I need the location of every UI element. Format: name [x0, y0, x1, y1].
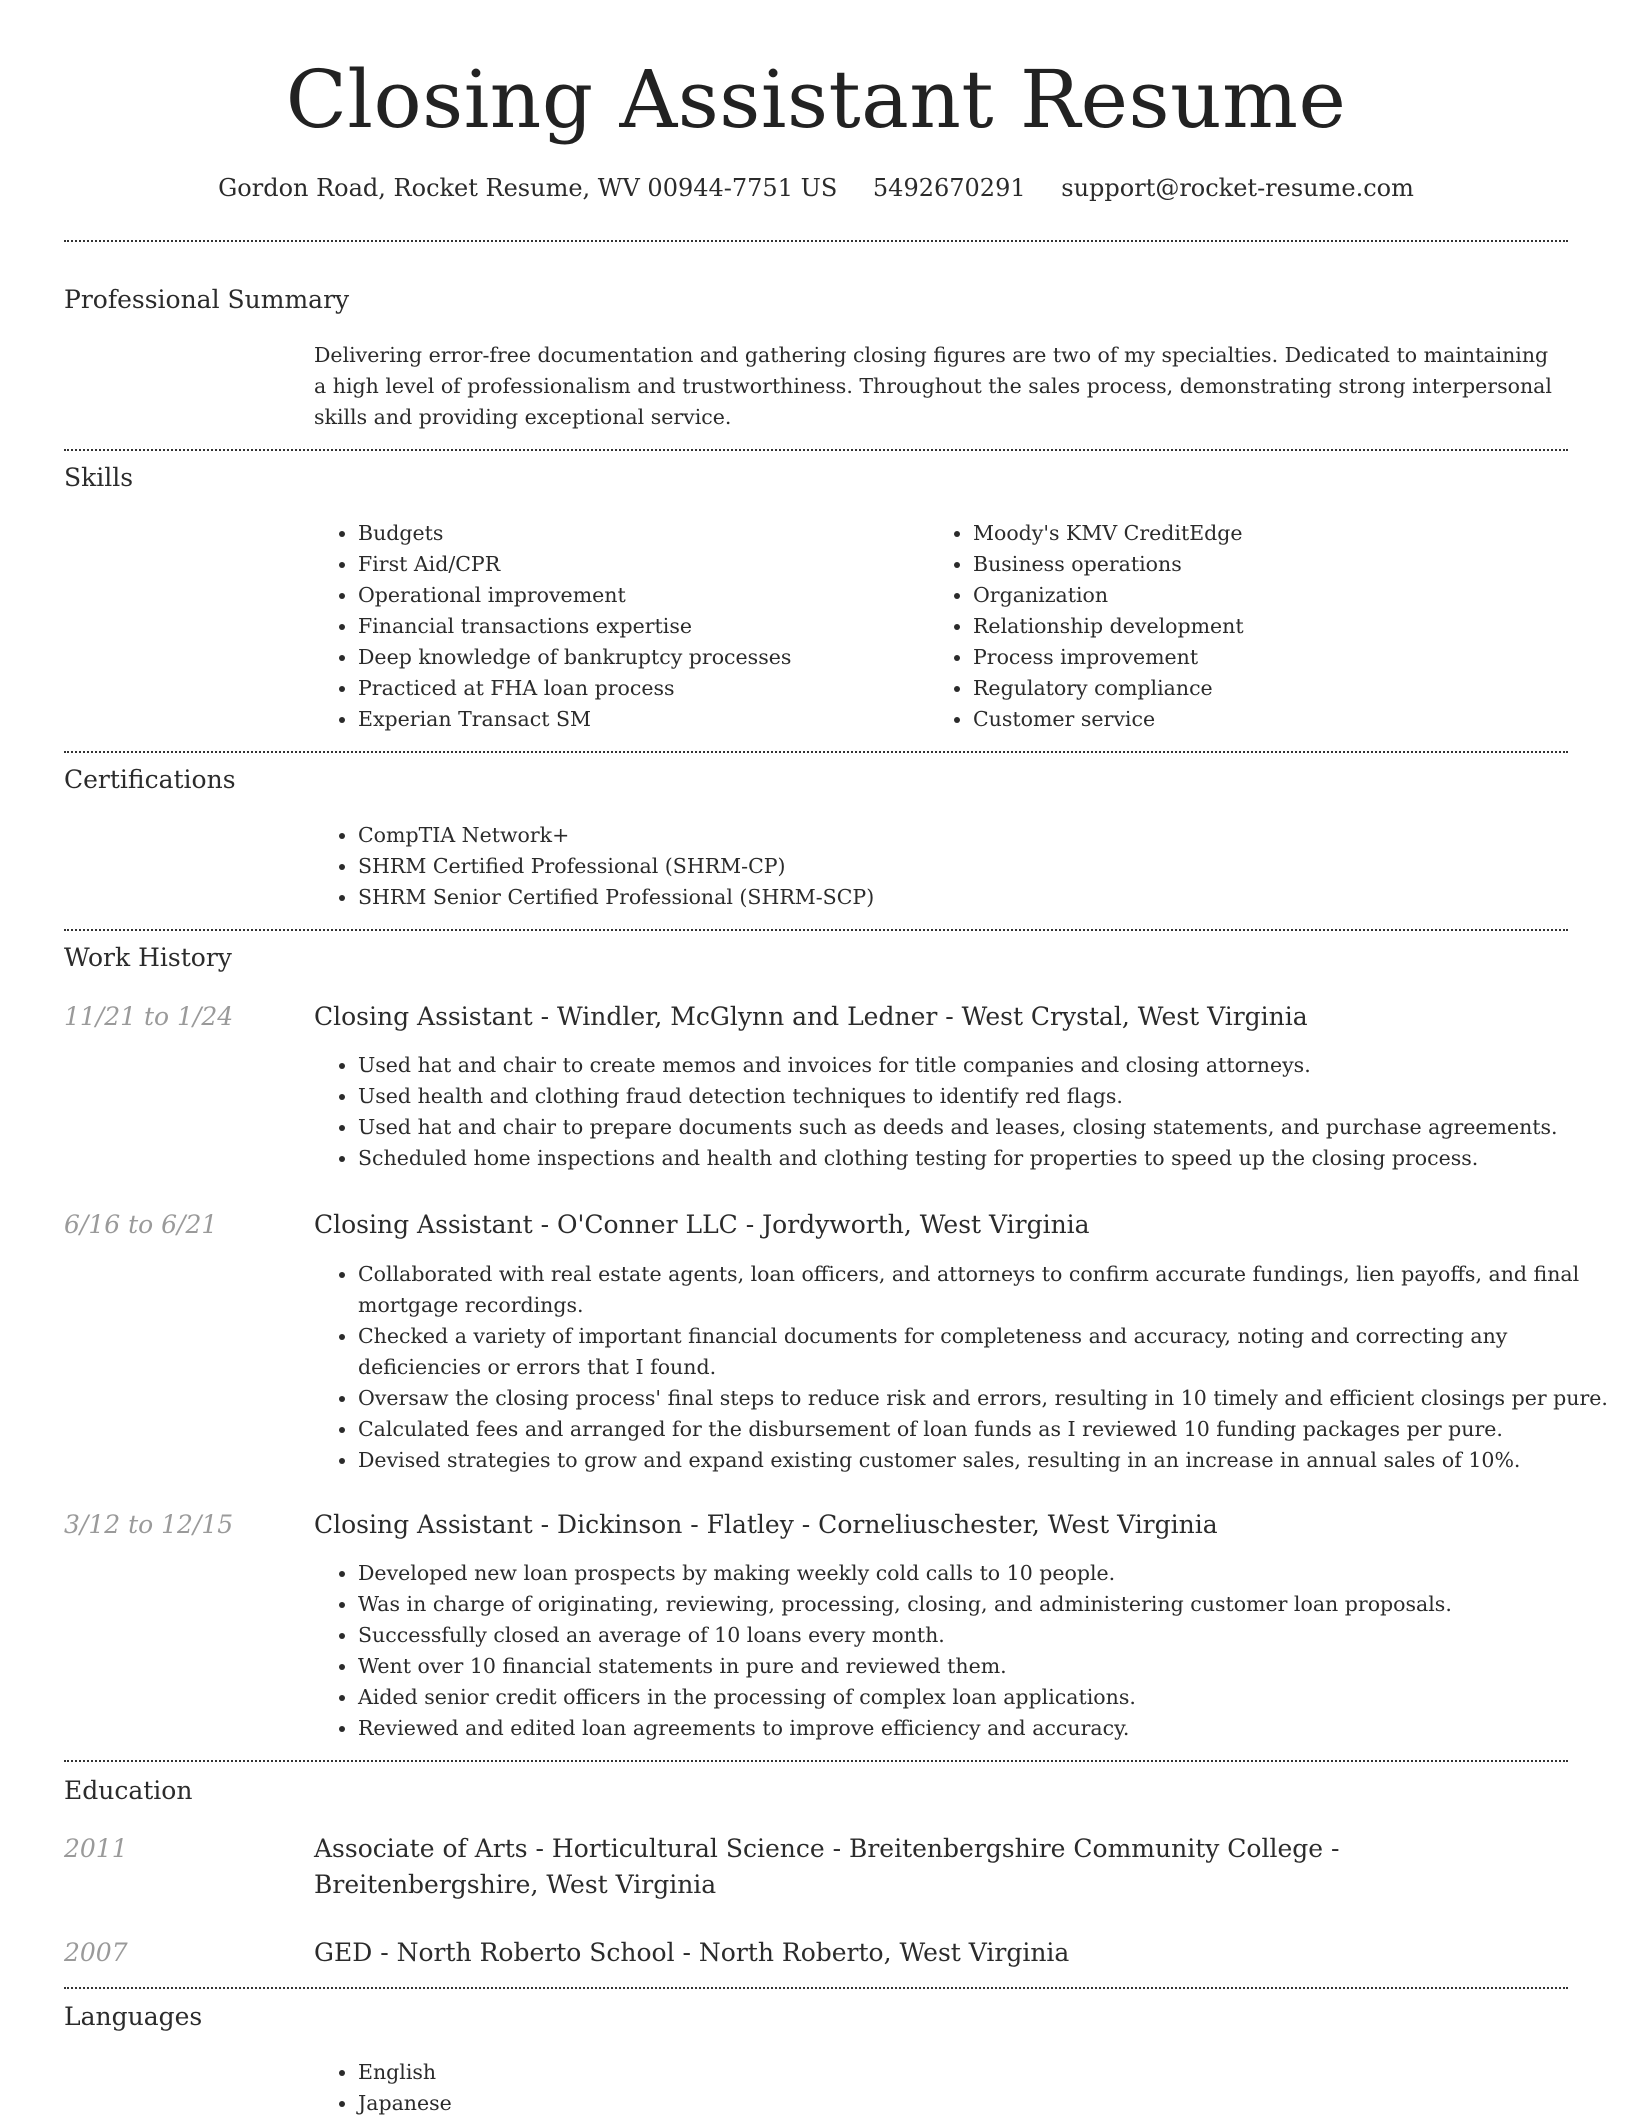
contact-address: Gordon Road, Rocket Resume, WV 00944-7751 US: [218, 174, 838, 202]
education-year: 2007: [64, 1938, 128, 1967]
divider: [64, 929, 1568, 931]
skill-item: • Customer service: [973, 704, 1573, 735]
divider: [64, 449, 1568, 451]
section-heading-work: Work History: [64, 943, 232, 972]
contact-email[interactable]: support@rocket-resume.com: [1061, 174, 1414, 202]
job-title: Closing Assistant - Windler, McGlynn and Ledner - West Crystal, West Virginia: [314, 1002, 1308, 1031]
skill-item: • Budgets: [358, 518, 918, 549]
education-year: 2011: [64, 1834, 128, 1863]
section-heading-certifications: Certifications: [64, 765, 236, 794]
skill-item: • Operational improvement: [358, 580, 918, 611]
job-bullet: • Went over 10 financial statements in pure and reviewed them.: [358, 1651, 1620, 1682]
job-bullets: [314, 1558, 1620, 1744]
section-heading-languages: Languages: [64, 2002, 203, 2031]
skill-item: • Organization: [973, 580, 1573, 611]
skill-item: • Regulatory compliance: [973, 673, 1573, 704]
job-bullet: • Reviewed and edited loan agreements to improve efficiency and accuracy.: [358, 1713, 1620, 1744]
job-title: Closing Assistant - O'Conner LLC - Jordyworth, West Virginia: [314, 1210, 1090, 1239]
certifications-list: [314, 820, 1608, 913]
skill-item: • First Aid/CPR: [358, 549, 918, 580]
languages-list: [314, 2057, 1608, 2119]
divider: [64, 240, 1568, 242]
skill-item: • Relationship development: [973, 611, 1573, 642]
job-bullet: • Oversaw the closing process' final steps to reduce risk and errors, resulting in 10 timely and efficient closings per pure.: [358, 1383, 1620, 1414]
divider: [64, 751, 1568, 753]
job-dates: 6/16 to 6/21: [64, 1210, 218, 1239]
skill-item: • Financial transactions expertise: [358, 611, 918, 642]
language-item: • English: [358, 2057, 1608, 2088]
job-dates: 11/21 to 1/24: [64, 1002, 234, 1031]
certification-item: • SHRM Certified Professional (SHRM-CP): [358, 851, 1608, 882]
section-heading-summary: Professional Summary: [64, 285, 350, 314]
section-heading-skills: Skills: [64, 463, 134, 492]
job-bullet: • Developed new loan prospects by making weekly cold calls to 10 people.: [358, 1558, 1620, 1589]
certification-item: • CompTIA Network+: [358, 820, 1608, 851]
summary-text: Delivering error-free documentation and gathering closing figures are two of my specialties. Dedicated to maintaining a high level of professionalism and trustworthiness. Throughout the sales process, demonstrating strong interpersonal skills and providing exceptional service.: [314, 343, 1552, 429]
contact-phone: 5492670291: [872, 174, 1026, 202]
job-bullet: • Was in charge of originating, reviewing, processing, closing, and administering customer loan proposals.: [358, 1589, 1620, 1620]
job-bullets: [314, 1050, 1620, 1174]
job-dates: 3/12 to 12/15: [64, 1510, 234, 1539]
job-bullets: [314, 1259, 1620, 1476]
job-bullet: • Successfully closed an average of 10 loans every month.: [358, 1620, 1620, 1651]
language-item: • Japanese: [358, 2088, 1608, 2119]
education-title: Associate of Arts - Horticultural Science - Breitenbergshire Community College - Breitenbergshire, West Virginia: [314, 1834, 1340, 1899]
job-bullet: • Devised strategies to grow and expand existing customer sales, resulting in an increase in annual sales of 10%.: [358, 1445, 1620, 1476]
contact-line: [0, 170, 1632, 206]
certification-item: • SHRM Senior Certified Professional (SHRM-SCP): [358, 882, 1608, 913]
divider: [64, 1987, 1568, 1989]
job-bullet: • Calculated fees and arranged for the disbursement of loan funds as I reviewed 10 funding packages per pure.: [358, 1414, 1620, 1445]
job-bullet: • Used hat and chair to prepare documents such as deeds and leases, closing statements, and purchase agreements.: [358, 1112, 1620, 1143]
job-bullet: • Aided senior credit officers in the processing of complex loan applications.: [358, 1682, 1620, 1713]
job-bullet: • Scheduled home inspections and health and clothing testing for properties to speed up the closing process.: [358, 1143, 1620, 1174]
skills-list-left: [314, 518, 918, 735]
education-title: GED - North Roberto School - North Roberto, West Virginia: [314, 1938, 1070, 1967]
job-bullet: • Used health and clothing fraud detection techniques to identify red flags.: [358, 1081, 1620, 1112]
skill-item: • Experian Transact SM: [358, 704, 918, 735]
resume-title: Closing Assistant Resume: [285, 53, 1347, 146]
section-heading-education: Education: [64, 1776, 193, 1805]
job-title: Closing Assistant - Dickinson - Flatley - Corneliuschester, West Virginia: [314, 1510, 1218, 1539]
skill-item: • Process improvement: [973, 642, 1573, 673]
skill-item: • Practiced at FHA loan process: [358, 673, 918, 704]
job-bullet: • Collaborated with real estate agents, loan officers, and attorneys to confirm accurate fundings, lien payoffs, and final mortgage recordings.: [358, 1259, 1620, 1321]
job-bullet: • Checked a variety of important financial documents for completeness and accuracy, noting and correcting any deficiencies or errors that I found.: [358, 1321, 1620, 1383]
divider: [64, 1760, 1568, 1762]
skill-item: • Deep knowledge of bankruptcy processes: [358, 642, 918, 673]
skills-list-right: [929, 518, 1573, 735]
skill-item: • Business operations: [973, 549, 1573, 580]
job-bullet: • Used hat and chair to create memos and invoices for title companies and closing attorneys.: [358, 1050, 1620, 1081]
skill-item: • Moody's KMV CreditEdge: [973, 518, 1573, 549]
